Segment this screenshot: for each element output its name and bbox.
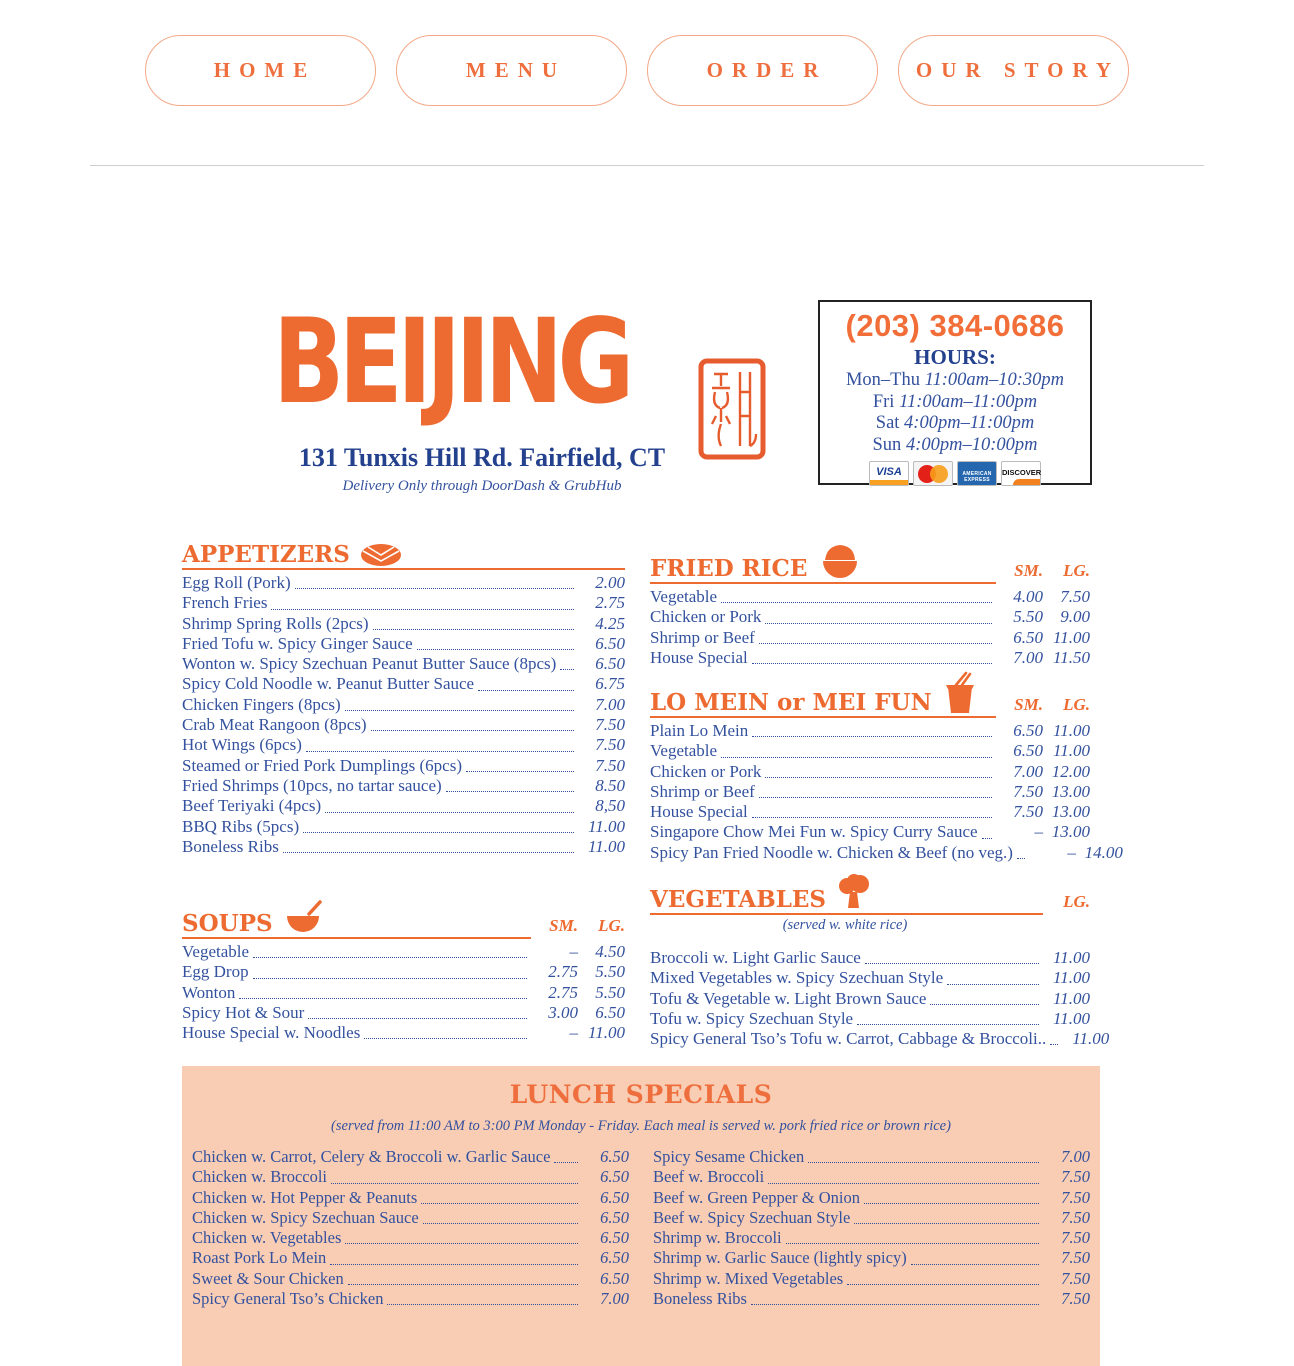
menu-item-row: [182, 593, 625, 613]
menu-item-row: [653, 1269, 1090, 1289]
menu-item-row: [182, 983, 625, 1003]
menu-item-price-lg: 9.00: [1060, 607, 1090, 627]
menu-item-row: [192, 1208, 629, 1228]
menu-item-price-price: 7.50: [1061, 1187, 1090, 1207]
menu-item-row: [192, 1167, 629, 1187]
menu-item-price-price: 6.50: [600, 1147, 629, 1166]
menu-item-row: [650, 762, 1090, 782]
soup-bowl-icon: [283, 900, 323, 936]
hours-fri: [820, 392, 1090, 414]
section-title: SOUPS: [182, 910, 273, 937]
menu-item-price-lg: 4.50: [595, 942, 625, 961]
dotted-leader: [478, 690, 574, 691]
menu-item-price-lg: 11.00: [1053, 627, 1090, 647]
dotted-leader: [765, 623, 992, 624]
menu-item-price-sm: 6.50: [1013, 627, 1043, 647]
hours-time: 4:00pm–11:00pm: [904, 413, 1035, 433]
menu-item-name: French Fries: [182, 593, 268, 613]
dotted-leader: [1017, 858, 1025, 859]
menu-item-name: Shrimp w. Mixed Vegetables: [653, 1268, 844, 1288]
dumpling-icon: [360, 541, 402, 567]
column-header-small: SM.: [1014, 695, 1043, 714]
menu-item-name: Roast Pork Lo Mein: [192, 1248, 327, 1268]
menu-item-name: Chicken w. Vegetables: [192, 1228, 342, 1248]
menu-item-name: Shrimp or Beef: [650, 781, 755, 801]
dotted-leader: [295, 588, 574, 589]
menu-item-price-sm: 7.00: [1013, 761, 1043, 781]
menu-item-price-lg: 11.00: [1053, 741, 1090, 761]
header-divider: [90, 165, 1204, 166]
dotted-leader: [854, 1223, 1039, 1224]
menu-item-price-price: 2.00: [595, 573, 625, 592]
menu-item-row: [650, 948, 1090, 968]
menu-item-price-price: 6.50: [595, 654, 625, 674]
menu-item-name: Boneless Ribs: [653, 1289, 747, 1309]
dotted-leader: [466, 771, 574, 772]
section-fried-rice: [650, 541, 1090, 668]
menu-item-row: [182, 962, 625, 982]
menu-item-price-sm: 4.00: [1013, 587, 1043, 606]
menu-item-price-price: 7.50: [595, 715, 625, 735]
contact-hours-box: [818, 300, 1092, 485]
vegetables-list: [650, 948, 1110, 1049]
menu-item-price-lg: 14.00: [1084, 842, 1123, 862]
menu-item-name: Spicy Cold Noodle w. Peanut Butter Sauce: [182, 674, 475, 694]
menu-item-row: [182, 1023, 625, 1043]
hours-title: HOURS:: [914, 345, 996, 369]
menu-item-price-sm: –: [1067, 842, 1076, 862]
menu-item-row: [650, 968, 1090, 988]
menu-item-row: [182, 796, 625, 816]
menu-item-price-sm: –: [569, 1023, 578, 1043]
menu-item-row: [650, 782, 1090, 802]
menu-item-name: Steamed or Fried Pork Dumplings (6pcs): [182, 755, 462, 775]
menu-item-price-price: 6.50: [600, 1167, 629, 1187]
dotted-leader: [423, 1223, 578, 1224]
dotted-leader: [759, 643, 992, 644]
menu-item-price-lg: 6.50: [595, 1002, 625, 1022]
dotted-leader: [752, 817, 992, 818]
section-vegetables: [650, 874, 1110, 1049]
menu-item-name: Vegetable: [182, 942, 250, 961]
lunch-specials-right-list: [653, 1147, 1090, 1309]
menu-item-name: Shrimp w. Garlic Sauce (lightly spicy): [653, 1248, 907, 1268]
menu-item-name: Beef Teriyaki (4pcs): [182, 796, 322, 816]
menu-item-name: Fried Shrimps (10pcs, no tartar sauce): [182, 775, 442, 795]
dotted-leader: [345, 1243, 578, 1244]
section-appetizers: [182, 541, 625, 857]
menu-item-row: [650, 1009, 1090, 1029]
lunch-specials-title: LUNCH SPECIALS: [509, 1080, 773, 1109]
dotted-leader: [864, 1203, 1039, 1204]
hours-time: 11:00am–11:00pm: [899, 391, 1038, 412]
menu-item-row: [192, 1188, 629, 1208]
menu-item-price-sm: 7.50: [1013, 802, 1043, 822]
column-header-large: LG.: [598, 916, 625, 935]
dotted-leader: [982, 838, 992, 839]
menu-item-name: Hot Wings (6pcs): [182, 735, 302, 755]
dotted-leader: [331, 1183, 578, 1184]
dotted-leader: [947, 984, 1039, 985]
menu-item-name: Boneless Ribs: [182, 836, 279, 856]
menu-item-price-sm: 7.00: [1013, 647, 1043, 667]
menu-item-price-price: 6.50: [600, 1268, 629, 1288]
menu-item-name: Wonton w. Spicy Szechuan Peanut Butter Sauce (8pcs): [182, 654, 557, 674]
menu-item-name: Tofu & Vegetable w. Light Brown Sauce: [650, 988, 927, 1008]
dotted-leader: [371, 730, 574, 731]
menu-item-name: House Special w. Noodles: [182, 1023, 361, 1043]
section-title: FRIED RICE: [650, 555, 808, 582]
menu-item-price-price: 4.25: [595, 613, 625, 633]
dotted-leader: [759, 797, 992, 798]
menu-item-row: [182, 817, 625, 837]
column-header-small: SM.: [549, 916, 578, 935]
dotted-leader: [560, 669, 574, 670]
menu-item-name: Vegetable: [650, 741, 718, 761]
dotted-leader: [325, 812, 574, 813]
menu-item-name: Vegetable: [650, 587, 718, 606]
amex-label: AMERICAN EXPRESS: [962, 471, 992, 483]
menu-item-name: Plain Lo Mein: [650, 721, 749, 740]
dotted-leader: [253, 957, 527, 958]
hours-sat: [820, 413, 1090, 435]
menu-item-price-price: 6.50: [595, 633, 625, 653]
section-lunch-specials: [182, 1066, 1100, 1366]
menu-item-row: [182, 837, 625, 857]
dotted-leader: [865, 963, 1039, 964]
menu-item-row: [653, 1289, 1090, 1309]
menu-item-price-sm: 6.50: [1013, 741, 1043, 761]
menu-item-price-price: 8,50: [595, 796, 625, 816]
menu-item-name: Beef w. Broccoli: [653, 1167, 765, 1187]
nav-button-menu[interactable]: MENU: [396, 35, 627, 106]
dotted-leader: [253, 978, 527, 979]
section-soups: [182, 900, 625, 1043]
menu-item-row: [653, 1167, 1090, 1187]
menu-item-name: Mixed Vegetables w. Spicy Szechuan Style: [650, 968, 944, 988]
menu-item-row: [192, 1248, 629, 1268]
menu-item-name: Spicy General Tso’s Tofu w. Carrot, Cabbage & Broccoli..: [650, 1029, 1047, 1049]
menu-item-name: Chicken w. Hot Pepper & Peanuts: [192, 1187, 418, 1207]
menu-item-row: [182, 674, 625, 694]
menu-item-price-lg: 11.00: [1053, 721, 1090, 740]
menu-item-name: Wonton: [182, 982, 236, 1002]
column-header-large: LG.: [1063, 892, 1090, 911]
menu-item-price-lg: 13.00: [1051, 822, 1090, 842]
menu-item-name: Chicken w. Broccoli: [192, 1167, 328, 1187]
menu-item-row: [650, 1029, 1110, 1049]
hours-days: Sat: [875, 413, 905, 433]
menu-item-name: Shrimp Spring Rolls (2pcs): [182, 613, 369, 633]
menu-item-price-price: 7.50: [1061, 1248, 1090, 1268]
rice-bowl-icon: [817, 541, 863, 581]
dotted-leader: [446, 791, 574, 792]
menu-item-name: Singapore Chow Mei Fun w. Spicy Curry Sauce: [650, 822, 978, 842]
column-header-large: LG.: [1063, 695, 1090, 714]
dotted-leader: [306, 751, 574, 752]
menu-item-row: [182, 776, 625, 796]
menu-item-price-price: 7.50: [595, 755, 625, 775]
dotted-leader: [239, 998, 527, 999]
discover-icon: [1001, 461, 1041, 486]
dotted-leader: [303, 832, 574, 833]
menu-item-name: Spicy Hot & Sour: [182, 1002, 305, 1022]
menu-item-price-lg: 5.50: [595, 982, 625, 1002]
menu-item-name: House Special: [650, 802, 748, 822]
menu-item-row: [182, 654, 625, 674]
column-header-large: LG.: [1063, 561, 1090, 580]
menu-item-row: [182, 614, 625, 634]
menu-item-row: [182, 1003, 625, 1023]
dotted-leader: [1050, 1044, 1058, 1045]
menu-item-price-price: 7.50: [1061, 1207, 1090, 1227]
hours-days: Mon–Thu: [845, 370, 925, 390]
menu-item-row: [182, 942, 625, 962]
menu-item-row: [653, 1188, 1090, 1208]
menu-item-row: [192, 1269, 629, 1289]
menu-item-name: Spicy General Tso’s Chicken: [192, 1289, 384, 1309]
menu-item-name: Chicken or Pork: [650, 761, 762, 781]
dotted-leader: [721, 757, 992, 758]
dotted-leader: [283, 852, 574, 853]
menu-item-name: Egg Roll (Pork): [182, 573, 291, 592]
dotted-leader: [765, 777, 992, 778]
hours-mon-thu: [820, 370, 1090, 392]
menu-item-price-price: 7.50: [1061, 1289, 1090, 1309]
menu-item-price-lg: 11.50: [1053, 647, 1090, 667]
menu-item-price-price: 6.50: [600, 1228, 629, 1248]
menu-item-row: [192, 1289, 629, 1309]
menu-item-row: [650, 628, 1090, 648]
menu-item-row: [182, 695, 625, 715]
menu-item-price-price: 7.50: [1061, 1228, 1090, 1248]
menu-item-row: [650, 741, 1090, 761]
visa-label: VISA: [876, 466, 902, 478]
menu-item-price-sm: 6.50: [1013, 721, 1043, 740]
dotted-leader: [911, 1264, 1039, 1265]
menu-item-price-sm: 3.00: [548, 1002, 578, 1022]
hours-time: 4:00pm–10:00pm: [905, 434, 1038, 455]
fried-rice-list: [650, 587, 1090, 668]
menu-item-name: Broccoli w. Light Garlic Sauce: [650, 948, 861, 967]
menu-item-price-lg: 11.00: [1053, 948, 1090, 967]
dotted-leader: [554, 1162, 578, 1163]
menu-item-price-sm: 2.75: [548, 962, 578, 982]
menu-item-price-price: 11.00: [588, 816, 625, 836]
menu-item-price-price: 2.75: [595, 593, 625, 613]
menu-item-row: [650, 802, 1090, 822]
menu-item-price-price: 6.50: [600, 1248, 629, 1268]
menu-item-name: Chicken or Pork: [650, 607, 762, 627]
mastercard-icon: [913, 461, 953, 486]
menu-item-price-sm: 7.50: [1013, 781, 1043, 801]
dotted-leader: [752, 663, 992, 664]
broccoli-icon: [836, 874, 872, 912]
section-lo-mein: [650, 673, 1123, 863]
column-header-small: SM.: [1014, 561, 1043, 580]
menu-item-price-price: 7.00: [600, 1289, 629, 1309]
nav-button-our-story[interactable]: OUR STORY: [898, 35, 1129, 106]
restaurant-logo: BEIJING: [273, 293, 629, 430]
menu-item-name: Beef w. Green Pepper & Onion: [653, 1187, 860, 1207]
menu-item-price-lg: 12.00: [1051, 761, 1090, 781]
menu-item-price-sm: 2.75: [548, 982, 578, 1002]
menu-item-row: [653, 1147, 1090, 1167]
menu-item-price-lg: 11.00: [1053, 968, 1090, 988]
menu-item-name: Tofu w. Spicy Szechuan Style: [650, 1008, 854, 1028]
hours-sun: [820, 435, 1090, 457]
menu-item-price-lg: 13.00: [1051, 802, 1090, 822]
visa-icon: [869, 461, 909, 486]
dotted-leader: [752, 736, 992, 737]
nav-button-order[interactable]: ORDER: [647, 35, 878, 106]
dotted-leader: [930, 1004, 1039, 1005]
dotted-leader: [847, 1284, 1039, 1285]
menu-item-row: [650, 822, 1090, 842]
menu-item-price-sm: –: [1034, 822, 1043, 842]
nav-button-home[interactable]: HOME: [145, 35, 376, 106]
dotted-leader: [348, 1284, 578, 1285]
menu-item-name: Shrimp or Beef: [650, 627, 755, 647]
menu-item-row: [653, 1248, 1090, 1268]
menu-item-name: Crab Meat Rangoon (8pcs): [182, 715, 367, 735]
menu-item-name: House Special: [650, 647, 748, 667]
menu-item-price-lg: 11.00: [1053, 988, 1090, 1008]
menu-item-row: [650, 587, 1090, 607]
menu-item-price-price: 6.75: [595, 674, 625, 694]
menu-item-price-sm: –: [569, 942, 578, 961]
dotted-leader: [271, 609, 574, 610]
menu-item-price-lg: 13.00: [1051, 781, 1090, 801]
menu-item-row: [653, 1228, 1090, 1248]
menu-item-price-price: 8.50: [595, 775, 625, 795]
menu-item-name: Spicy Sesame Chicken: [653, 1147, 805, 1166]
menu-item-row: [182, 573, 625, 593]
menu-item-price-price: 6.50: [600, 1207, 629, 1227]
menu-item-row: [182, 715, 625, 735]
menu-item-row: [182, 735, 625, 755]
dotted-leader: [373, 629, 574, 630]
menu-item-row: [650, 721, 1090, 741]
lo-mein-list: [650, 721, 1123, 863]
discover-label: DISCOVER: [1002, 468, 1042, 477]
delivery-note: Delivery Only through DoorDash & GrubHub: [342, 478, 622, 494]
menu-item-name: Shrimp w. Broccoli: [653, 1228, 782, 1248]
menu-item-name: Fried Tofu w. Spicy Ginger Sauce: [182, 633, 413, 653]
dotted-leader: [387, 1304, 578, 1305]
menu-item-price-price: 7.50: [595, 735, 625, 755]
section-title: LO MEIN or MEI FUN: [650, 689, 932, 716]
menu-item-price-price: 7.50: [1061, 1268, 1090, 1288]
menu-item-price-price: 11.00: [588, 836, 625, 856]
hours-days: Fri: [872, 391, 900, 412]
dotted-leader: [330, 1264, 578, 1265]
menu-item-price-price: 7.00: [1061, 1147, 1090, 1166]
menu-item-name: Chicken Fingers (8pcs): [182, 694, 341, 714]
amex-icon: [957, 461, 997, 486]
lunch-specials-left-list: [192, 1147, 629, 1309]
lunch-specials-note: (served from 11:00 AM to 3:00 PM Monday - Friday. Each meal is served w. pork fried rice or brown rice): [331, 1118, 951, 1134]
section-note: (served w. white rice): [782, 917, 908, 933]
menu-item-price-lg: 11.00: [1072, 1029, 1110, 1049]
menu-item-price-price: 7.50: [1061, 1167, 1090, 1187]
menu-item-row: [192, 1147, 629, 1167]
dotted-leader: [364, 1038, 527, 1039]
menu-item-row: [650, 607, 1090, 627]
dotted-leader: [786, 1243, 1039, 1244]
menu-item-price-price: 6.50: [600, 1187, 629, 1207]
dotted-leader: [345, 710, 574, 711]
menu-item-row: [182, 634, 625, 654]
takeout-box-icon: [942, 673, 978, 715]
menu-item-name: Sweet & Sour Chicken: [192, 1268, 344, 1288]
dotted-leader: [308, 1018, 527, 1019]
menu-item-price-sm: 5.50: [1013, 607, 1043, 627]
dotted-leader: [751, 1304, 1039, 1305]
menu-item-row: [653, 1208, 1090, 1228]
section-title: VEGETABLES: [650, 886, 827, 913]
menu-item-row: [182, 756, 625, 776]
menu-item-name: Beef w. Spicy Szechuan Style: [653, 1207, 851, 1227]
dotted-leader: [768, 1183, 1039, 1184]
menu-item-row: [650, 989, 1090, 1009]
menu-item-price-lg: 7.50: [1060, 587, 1090, 606]
restaurant-address: 131 Tunxis Hill Rd. Fairfield, CT: [298, 443, 666, 472]
payment-methods: [820, 461, 1090, 486]
menu-item-price-lg: 5.50: [595, 962, 625, 982]
menu-item-row: [650, 648, 1090, 668]
menu-item-name: BBQ Ribs (5pcs): [182, 816, 300, 836]
menu-item-name: Chicken w. Spicy Szechuan Sauce: [192, 1207, 419, 1227]
hours-time: 11:00am–10:30pm: [924, 370, 1065, 390]
menu-item-price-lg: 11.00: [588, 1023, 625, 1043]
phone-number[interactable]: (203) 384-0686: [845, 308, 1065, 343]
menu-item-price-lg: 11.00: [1053, 1008, 1090, 1028]
menu-item-name: Chicken w. Carrot, Celery & Broccoli w. Garlic Sauce: [192, 1147, 551, 1166]
dotted-leader: [421, 1203, 578, 1204]
section-title: APPETIZERS: [182, 541, 350, 568]
menu-item-price-price: 7.00: [595, 694, 625, 714]
dotted-leader: [721, 602, 992, 603]
soups-list: [182, 942, 625, 1043]
dotted-leader: [417, 649, 574, 650]
menu-item-row: [650, 842, 1123, 863]
top-navigation: [145, 35, 1129, 106]
menu-item-row: [192, 1228, 629, 1248]
menu-item-name: Egg Drop: [182, 962, 249, 982]
menu-item-name: Spicy Pan Fried Noodle w. Chicken & Beef (no veg.): [650, 842, 1013, 862]
appetizers-list: [182, 573, 625, 857]
hours-days: Sun: [872, 434, 906, 455]
dotted-leader: [857, 1024, 1039, 1025]
dotted-leader: [808, 1162, 1039, 1163]
